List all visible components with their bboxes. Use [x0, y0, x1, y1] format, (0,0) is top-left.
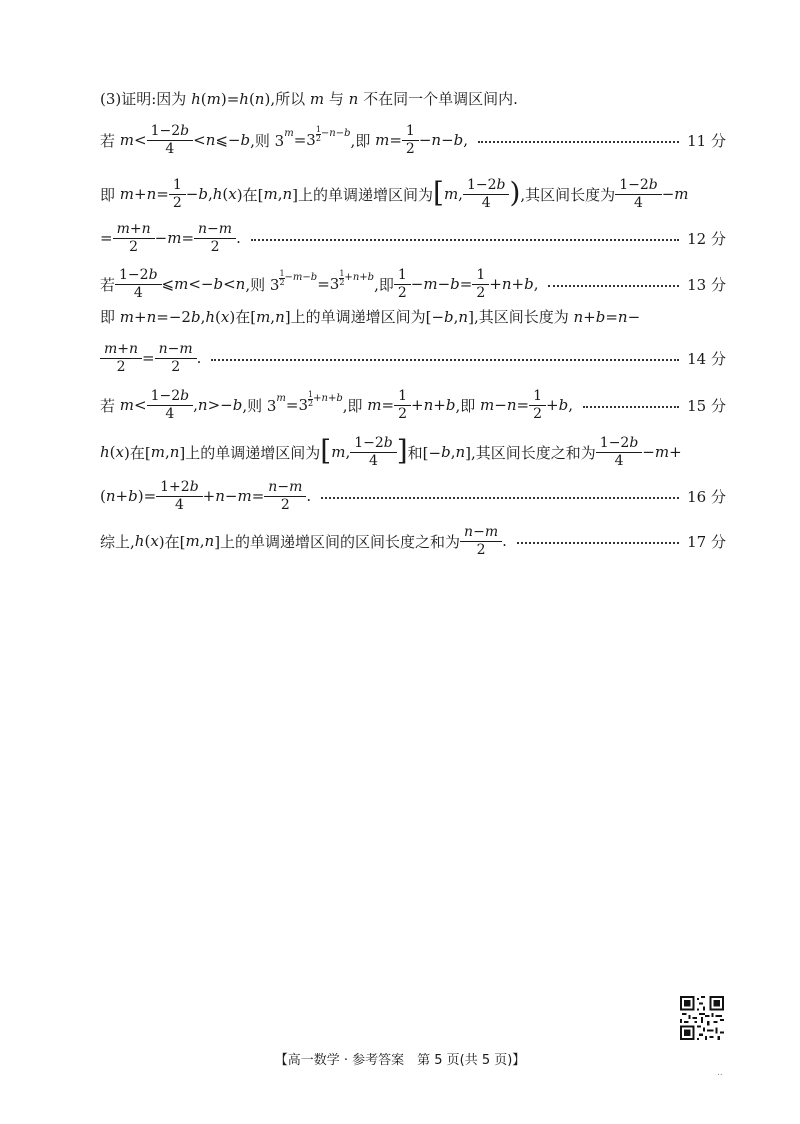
score-label: 16 分 — [687, 487, 726, 506]
score-label: 15 分 — [687, 396, 726, 415]
case3-condition-line — [100, 389, 726, 421]
page-footer: 【高一数学 · 参考答案 第 5 页(共 5 页)】 — [274, 1053, 526, 1068]
case2-result-text: $\frac{m+n}{2}$ = $\frac{n-m}{2}$ . — [100, 342, 201, 374]
score-label: 11 分 — [687, 131, 726, 150]
score-label: 12 分 — [687, 229, 726, 248]
leader-dots — [583, 406, 679, 408]
leader-dots — [211, 359, 679, 361]
leader-dots — [548, 285, 679, 287]
case2-result-line — [100, 342, 726, 374]
case1-result-line — [100, 222, 726, 254]
case3-interval-line — [100, 436, 726, 468]
case1-condition-line — [100, 124, 726, 156]
leader-dots — [321, 497, 679, 499]
case2-condition-line — [100, 268, 726, 300]
case3-condition-text: 若 m < $\frac{1-2b}{4}$ , n >− b ,则 3 m =3 1 2 +n+b ,即 m = $\frac{1}{2}$ + n + b ,即 m − n = $\frac{1}{2}$ + b , — [100, 388, 573, 422]
qr-code-icon — [680, 996, 724, 1040]
score-label: 14 分 — [687, 349, 726, 368]
case3-interval-text: h ( x )在[ m , n ]上的单调递增区间为 [ m , $\frac{1-2b}{4}$ ] 和[− b , n ],其区间长度之和为 $\frac{1-2b}{4}$ − m + — [100, 434, 682, 469]
case3-result-line — [100, 480, 726, 512]
proof-intro-line — [100, 88, 726, 109]
score-label: 13 分 — [687, 275, 726, 294]
case3-result-text: ( n + b )= $\frac{1+2b}{4}$ + n − m = $\frac{n-m}{2}$ . — [100, 479, 312, 513]
leader-dots — [478, 141, 679, 143]
case2-interval-text: 即 m + n =−2 b , h ( x )在[ m , n ]上的单调递增区间为[− b , n ],其区间长度为 n + b = n − — [100, 307, 641, 326]
score-label: 17 分 — [687, 532, 726, 551]
case1-interval-text: 即 m + n = $\frac{1}{2}$ − b , h ( x )在[ m , n ]上的单调递增区间为 [ m , $\frac{1-2b}{4}$ ) ,其区间长度为 $\frac{1-2b}{4}$ − m — [100, 176, 689, 211]
proof-intro-text: (3)证明:因为 h ( m )= h ( n ),所以 m 与 n 不在同一个单调区间内. — [100, 89, 518, 108]
leader-dots — [251, 239, 679, 241]
conclusion-text: 综上, h ( x )在[ m , n ]上的单调递增区间的区间长度之和为 $\frac{n-m}{2}$ . — [100, 524, 507, 558]
case1-interval-line — [100, 178, 726, 210]
case2-condition-text: 若 $\frac{1-2b}{4}$ ⩽ m <− b < n ,则 3 1 2 −m−b =3 1 2 +n+b ,即 $\frac{1}{2}$ − m − b = $\frac{1}{2}$ + n + b , — [100, 267, 539, 301]
case2-interval-line — [100, 306, 726, 327]
corner-mark: .. — [717, 1068, 723, 1078]
case1-result-text: = $\frac{m+n}{2}$ − m = $\frac{n-m}{2}$ . — [100, 221, 241, 255]
conclusion-line — [100, 525, 726, 557]
leader-dots — [517, 542, 679, 544]
case1-condition-text: 若 m < $\frac{1-2b}{4}$ < n ⩽− b ,则 3 m =3 1 2 −n−b ,即 m = $\frac{1}{2}$ − n − b , — [100, 123, 469, 157]
